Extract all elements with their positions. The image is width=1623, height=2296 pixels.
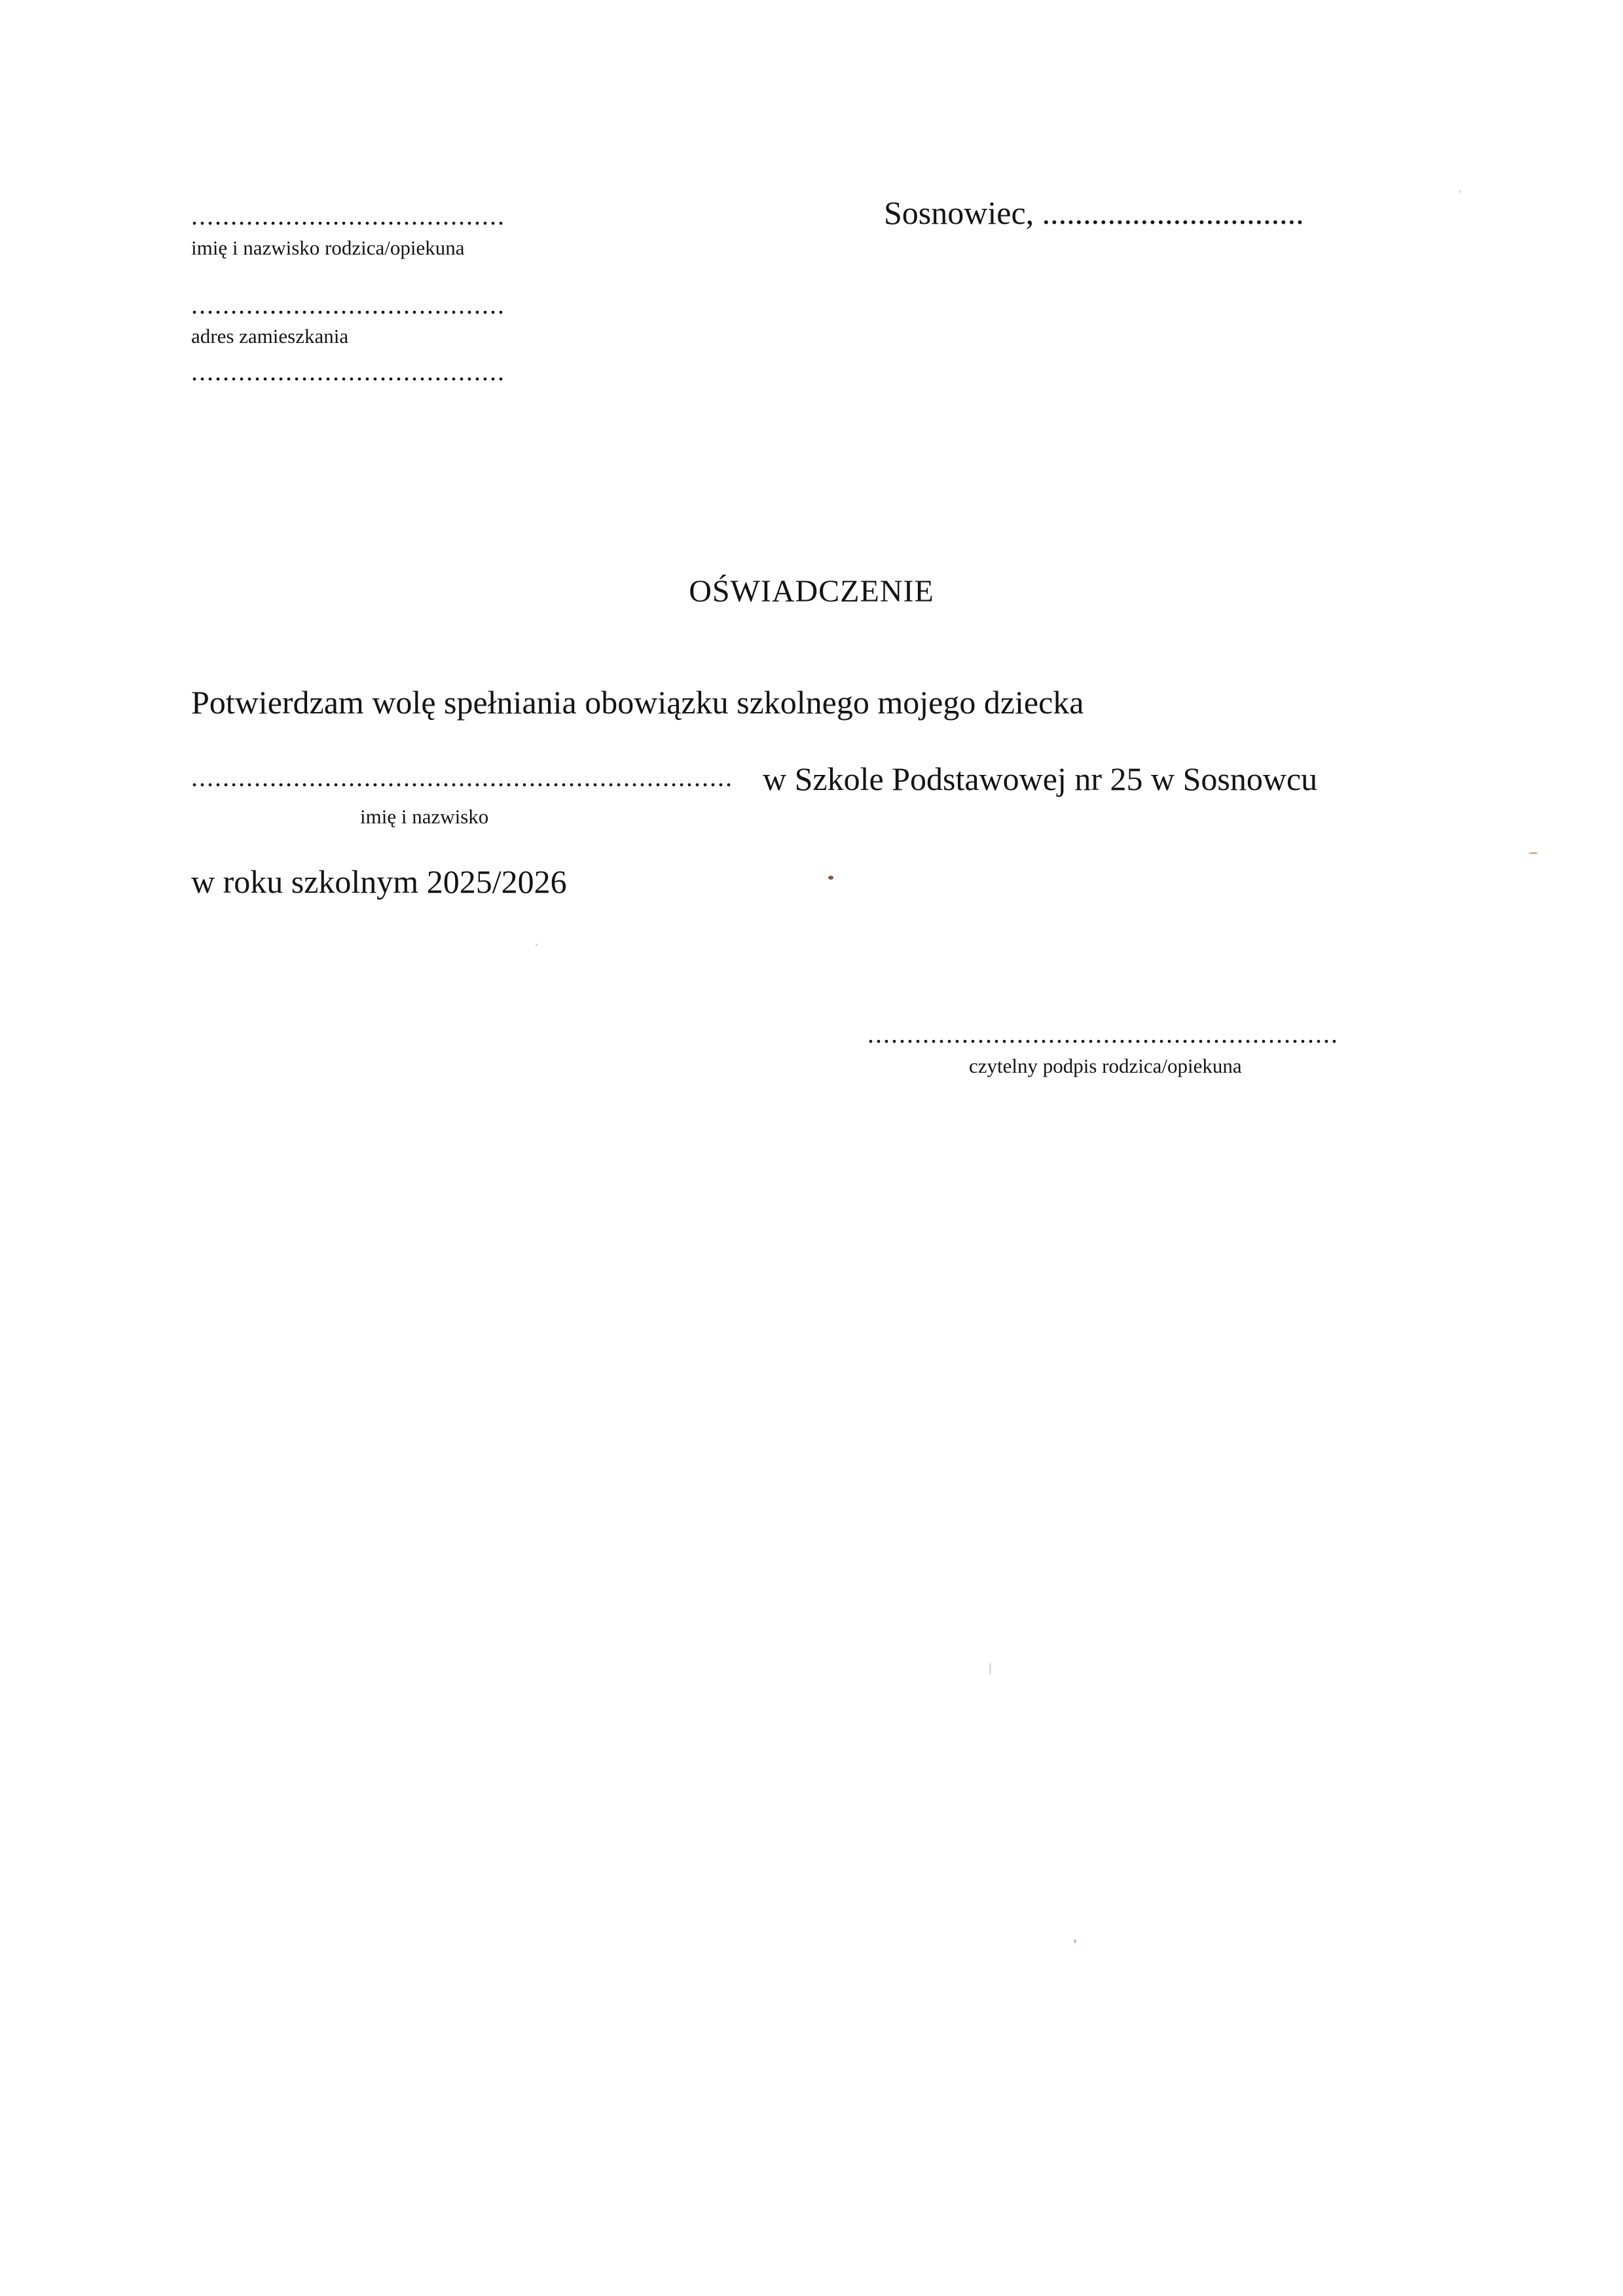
scan-speck bbox=[828, 876, 833, 880]
school-text: w Szkole Podstawowej nr 25 w Sosnowcu bbox=[763, 761, 1318, 797]
signature-dotted-line: ............................................................ bbox=[867, 1019, 1339, 1049]
child-name-dotted-line: ..................................................................... bbox=[191, 762, 733, 792]
address-caption: adres zamieszkania bbox=[191, 325, 349, 348]
city-date-field: Sosnowiec, ................................ bbox=[884, 194, 1304, 231]
statement-text: Potwierdzam wolę spełniania obowiązku szkolnego mojego dziecka bbox=[191, 684, 1084, 721]
parent-name-dotted-line: ........................................ bbox=[191, 201, 505, 230]
parent-name-caption: imię i nazwisko rodzica/opiekuna bbox=[191, 236, 465, 259]
signature-caption: czytelny podpis rodzica/opiekuna bbox=[969, 1054, 1242, 1077]
scan-speck bbox=[1529, 852, 1538, 854]
scan-speck bbox=[1459, 190, 1461, 193]
school-year-text: w roku szkolnym 2025/2026 bbox=[191, 863, 567, 900]
child-name-caption: imię i nazwisko bbox=[360, 805, 489, 828]
document-title: OŚWIADCZENIE bbox=[689, 574, 934, 609]
address-dotted-line-1: ........................................ bbox=[191, 290, 505, 319]
scan-speck bbox=[989, 1662, 991, 1676]
address-dotted-line-2: ........................................ bbox=[191, 357, 505, 386]
scan-speck bbox=[1074, 1939, 1076, 1943]
scan-speck bbox=[536, 944, 538, 946]
